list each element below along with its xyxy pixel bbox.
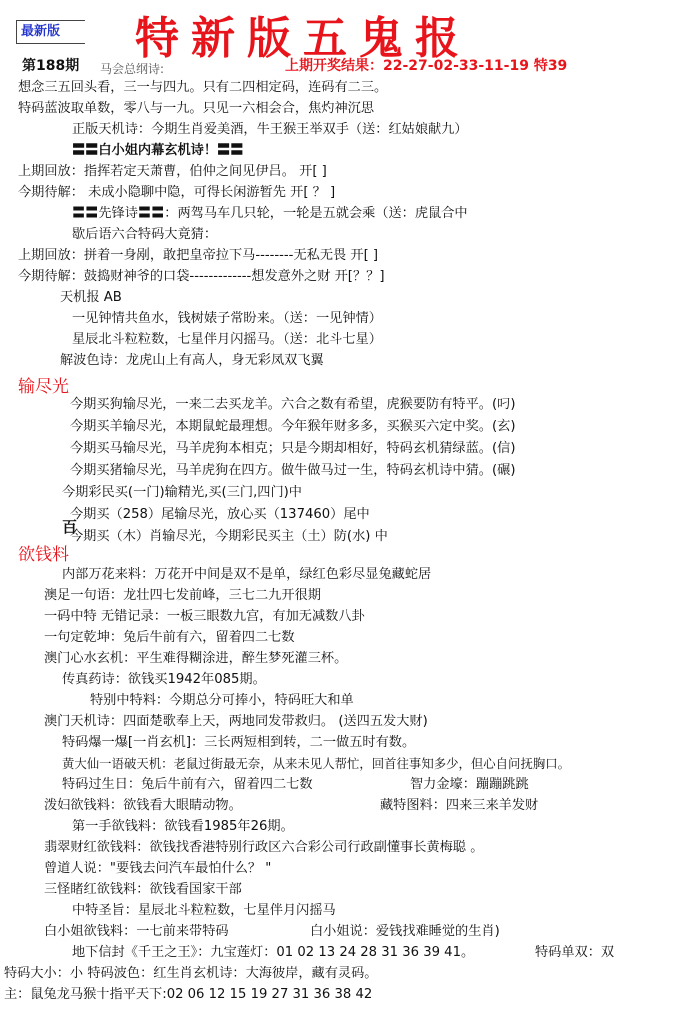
- top-line-8: 歇后语六合特码大竟猜：: [72, 227, 218, 242]
- section2-line-5: 澳门心水玄机：平生难得糊涂进，醉生梦死灌三杯。: [44, 651, 348, 666]
- poem-header-label: 马会总纲诗:: [100, 62, 165, 76]
- section1-line-4: 今期买猪输尽光，马羊虎狗在四方。做牛做马过一生，特码玄机诗中猜。(碾): [70, 463, 516, 478]
- section2-line-11: 特码过生日：兔后牛前有六，留着四二七数: [62, 777, 313, 792]
- section1-line-3: 今期买马输尽光，马羊虎狗本相克；只是今期却相好，特码玄机猜绿蓝。(信): [70, 441, 516, 456]
- issue-number: 第188期: [22, 58, 80, 74]
- section1-line-5: 今期彩民买(一门)输精光,买(三门,四门)中: [62, 485, 302, 500]
- page-title: 特新版五鬼报: [135, 13, 471, 64]
- section-heading-want-money: 欲钱料: [18, 545, 69, 565]
- previous-result: 上期开奖结果：22-27-02-33-11-19 特39: [285, 58, 568, 74]
- section2-line-24: 特码大小：小 特码波色：红生肖玄机诗：大海彼岸，藏有灵码。: [4, 966, 378, 981]
- top-line-3: 正版天机诗：今期生肖爱美酒，牛王猴王举双手（送：红姑娘献九）: [72, 122, 468, 137]
- section2-line-23: 特码单双：双: [535, 945, 615, 960]
- section1-line-6: 今期买（258）尾输尽光，放心买（137460）尾中: [70, 507, 370, 522]
- section2-line-2: 澳足一句语：龙壮四七发前峰，三七二九开很期: [44, 588, 321, 603]
- section2-line-16: 翡翠财红欲钱料：欲钱找香港特别行政区六合彩公司行政副懂事长黄梅聪 。: [44, 840, 484, 855]
- section1-mark: 百: [62, 518, 78, 536]
- latest-edition-tag: 最新版: [16, 20, 85, 44]
- section1-line-7: 今期买（木）肖输尽光，今期彩民买主（土）防(水) 中: [70, 529, 388, 544]
- section2-line-4: 一句定乾坤：兔后牛前有六，留着四二七数: [44, 630, 295, 645]
- top-line-7: 〓〓先锋诗〓〓：两驾马车几只轮，一轮是五就会乘（送：虎鼠合中: [72, 206, 468, 221]
- top-line-13: 星辰北斗粒粒数，七星伴月闪摇马。（送：北斗七星）: [72, 332, 382, 347]
- top-line-6: 今期待解： 未成小隐聊中隐，可得长闲游暂先 开[ ？ ]: [18, 185, 336, 200]
- section2-line-10: 黄大仙一语破天机：老鼠过街最无奈，从来未见人帮忙，回首往事知多少，但心自问抚胸口。: [62, 756, 571, 771]
- section1-line-2: 今期买羊输尽光，本期鼠蛇最理想。今年猴年财多多，买猴买六定中奖。(玄): [70, 419, 516, 434]
- section2-line-12: 智力金壕：蹦蹦跳跳: [410, 777, 529, 792]
- section2-line-8: 澳门天机诗：四面楚歌奉上天，两地同发带救归。 (送四五发大财): [44, 714, 428, 729]
- section2-line-14: 藏特图料：四来三来羊发财: [380, 798, 539, 813]
- top-line-5: 上期回放：指挥若定天萧曹，伯仲之间见伊吕。 开[ ]: [18, 164, 327, 179]
- section2-line-3: 一码中特 无错记录：一板三眼数九宫，有加无减数八卦: [44, 609, 365, 624]
- top-line-1: 想念三五回头看，三一与四九。只有二四相定码，连码有二三。: [18, 80, 388, 95]
- section2-line-18: 三怪睹红欲钱料：欲钱看国家干部: [44, 882, 242, 897]
- top-line-2: 特码蓝波取单数，零八与一九。只见一六相会合，焦灼神沉思: [18, 101, 375, 116]
- section2-line-21: 白小姐说：爱钱找难睡觉的生肖): [310, 924, 500, 939]
- top-line-4: 〓〓白小姐内幕玄机诗！〓〓: [72, 143, 244, 158]
- section2-line-17: 曾道人说："要钱去问汽车最怕什么？ ": [44, 861, 272, 876]
- section2-line-22: 地下信封《千王之王》：九宝莲灯：01 02 13 24 28 31 36 39 41。: [72, 945, 475, 960]
- top-line-12: 一见钟情共鱼水，钱树婊子常盼来。（送：一见钟情）: [72, 311, 382, 326]
- section2-line-13: 泼妇欲钱料：欲钱看大眼睛动物。: [44, 798, 242, 813]
- section2-line-15: 第一手欲钱料：欲钱看1985年26期。: [72, 819, 294, 834]
- top-line-9: 上期回放：拼着一身剐，敢把皇帝拉下马--------无私无畏 开[ ]: [18, 248, 379, 263]
- section2-line-19: 中特圣旨：星辰北斗粒粒数，七星伴月闪摇马: [72, 903, 336, 918]
- section2-line-20: 白小姐欲钱料：一七前来带特码: [44, 924, 229, 939]
- section2-line-9: 特码爆一爆[一肖玄机]：三长两短相到转，二一做五时有数。: [62, 735, 416, 750]
- top-line-10: 今期待解：鼓捣财神爷的口袋-------------想发意外之财 开[？？]: [18, 269, 385, 284]
- section2-line-6: 传真药诗：欲钱买1942年085期。: [62, 672, 266, 687]
- section2-line-1: 内部万花来料：万花开中间是双不是单，绿红色彩尽显兔藏蛇居: [62, 567, 432, 582]
- section2-line-7: 特别中特料：今期总分可捧小，特码旺大和单: [90, 693, 354, 708]
- section1-line-1: 今期买狗输尽光，一来二去买龙羊。六合之数有希望，虎猴要防有特平。(叼): [70, 397, 516, 412]
- section2-line-25: 主：鼠兔龙马猴十指平天下:02 06 12 15 19 27 31 36 38 42: [4, 987, 373, 1002]
- top-line-14: 解波色诗：龙虎山上有高人，身无彩凤双飞翼: [60, 353, 324, 368]
- section-heading-lose-all: 输尽光: [18, 377, 69, 397]
- top-line-11: 天机报 AB: [60, 290, 122, 305]
